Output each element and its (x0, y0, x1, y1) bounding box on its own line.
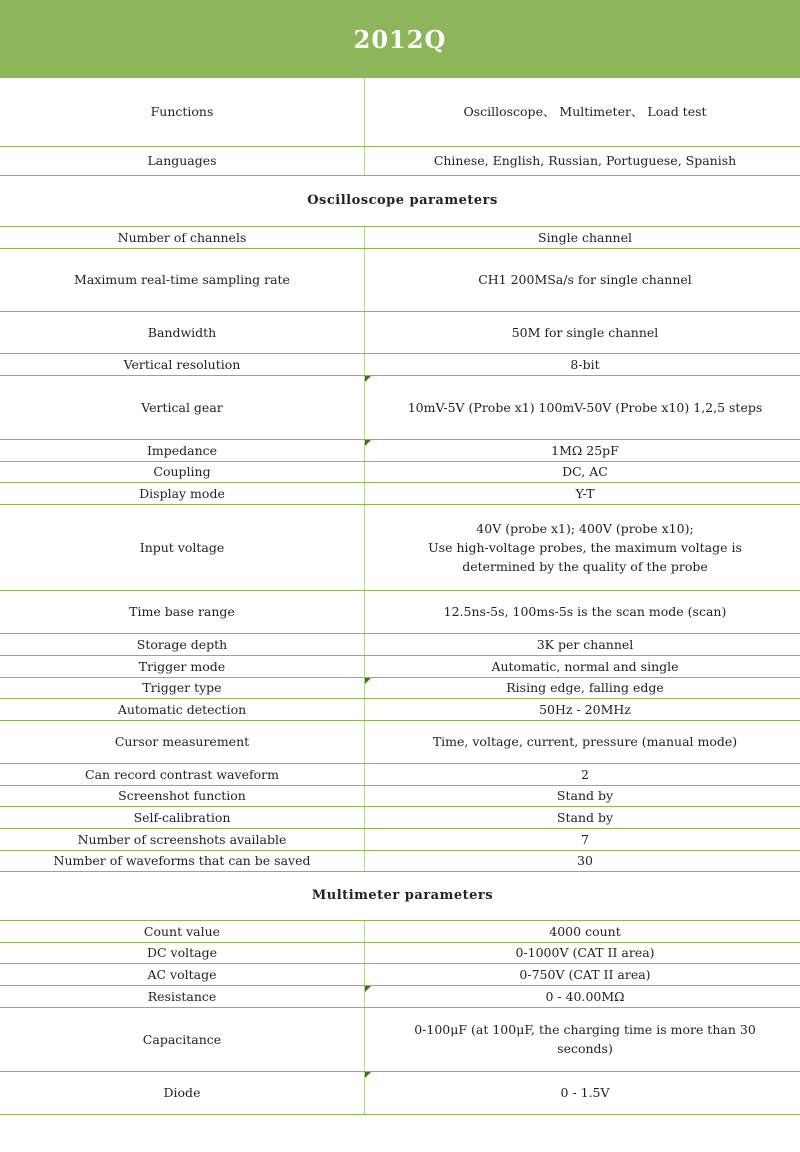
table-row (0, 1071, 800, 1114)
row-label: Vertical resolution (0, 353, 365, 375)
table-row (0, 1007, 800, 1071)
section-title: Oscilloscope parameters (0, 175, 800, 226)
row-label: Capacitance (0, 1007, 365, 1071)
table-row (0, 311, 800, 353)
row-label: Maximum real-time sampling rate (0, 248, 365, 311)
row-label: Functions (0, 78, 365, 146)
table-row (0, 655, 800, 677)
row-value: 50Hz - 20MHz (365, 698, 800, 720)
row-value: Rising edge, falling edge (365, 677, 800, 698)
row-value: 1MΩ 25pF (365, 439, 800, 461)
table-row (0, 353, 800, 375)
row-value: Automatic, normal and single (365, 655, 800, 677)
row-value: Stand by (365, 806, 800, 828)
table-row (0, 248, 800, 311)
row-label: Display mode (0, 482, 365, 504)
row-label: Number of waveforms that can be saved (0, 850, 365, 871)
row-value: 0 - 40.00MΩ (365, 985, 800, 1007)
spec-header (0, 0, 800, 78)
row-label: Number of screenshots available (0, 828, 365, 850)
row-value: 4000 count (365, 920, 800, 942)
table-row (0, 146, 800, 175)
table-row (0, 461, 800, 482)
row-value: Stand by (365, 785, 800, 806)
section-heading (0, 175, 800, 226)
table-row (0, 78, 800, 146)
table-row (0, 633, 800, 655)
value-line: 0-100μF (at 100μF, the charging time is more than 30 (414, 1022, 756, 1037)
row-label: Screenshot function (0, 785, 365, 806)
row-label: Self-calibration (0, 806, 365, 828)
row-label: Diode (0, 1071, 365, 1114)
table-row (0, 920, 800, 942)
table-row (0, 720, 800, 763)
row-label: Count value (0, 920, 365, 942)
table-row (0, 504, 800, 590)
row-value: Single channel (365, 226, 800, 248)
row-label: AC voltage (0, 963, 365, 985)
row-value: 0-750V (CAT II area) (365, 963, 800, 985)
row-value: 30 (365, 850, 800, 871)
row-label: Time base range (0, 590, 365, 633)
table-row (0, 590, 800, 633)
row-label: Can record contrast waveform (0, 763, 365, 785)
row-label: DC voltage (0, 942, 365, 963)
table-row (0, 850, 800, 871)
row-value: DC, AC (365, 461, 800, 482)
table-row (0, 828, 800, 850)
table-row (0, 482, 800, 504)
row-value: 3K per channel (365, 633, 800, 655)
row-label: Bandwidth (0, 311, 365, 353)
table-row (0, 763, 800, 785)
value-line: Use high-voltage probes, the maximum voltage is (428, 539, 742, 555)
section-title: Multimeter parameters (0, 871, 800, 920)
table-row (0, 806, 800, 828)
table-row (0, 785, 800, 806)
table-row (0, 226, 800, 248)
row-value: CH1 200MSa/s for single channel (365, 248, 800, 311)
row-label: Languages (0, 146, 365, 175)
row-value: 7 (365, 828, 800, 850)
row-label: Storage depth (0, 633, 365, 655)
row-value: Y-T (365, 482, 800, 504)
table-row (0, 375, 800, 439)
row-label: Automatic detection (0, 698, 365, 720)
row-label: Trigger type (0, 677, 365, 698)
table-row (0, 942, 800, 963)
row-value: Chinese, English, Russian, Portuguese, Spanish (365, 146, 800, 175)
table-row (0, 963, 800, 985)
row-label: Cursor measurement (0, 720, 365, 763)
row-value: Oscilloscope、 Multimeter、 Load test (365, 78, 800, 146)
row-label: Resistance (0, 985, 365, 1007)
row-label: Input voltage (0, 504, 365, 590)
row-value: 0 - 1.5V (365, 1071, 800, 1114)
row-value: 0-1000V (CAT II area) (365, 942, 800, 963)
value-line: determined by the quality of the probe (462, 558, 708, 574)
row-label: Vertical gear (0, 375, 365, 439)
spec-table (0, 78, 800, 1115)
row-value: 2 (365, 763, 800, 785)
row-label: Coupling (0, 461, 365, 482)
table-row (0, 677, 800, 698)
value-line: seconds) (557, 1041, 613, 1056)
table-row (0, 439, 800, 461)
row-value: 8-bit (365, 353, 800, 375)
table-row (0, 698, 800, 720)
row-label: Number of channels (0, 226, 365, 248)
table-row (0, 985, 800, 1007)
row-value: 10mV-5V (Probe x1) 100mV-50V (Probe x10) 1,2,5 steps (365, 375, 800, 439)
row-label: Trigger mode (0, 655, 365, 677)
row-value: 12.5ns-5s, 100ms-5s is the scan mode (scan) (365, 590, 800, 633)
row-value (365, 1007, 800, 1071)
page-title: 2012Q (353, 24, 447, 54)
row-value: Time, voltage, current, pressure (manual mode) (365, 720, 800, 763)
row-value: 50M for single channel (365, 311, 800, 353)
value-line: 40V (probe x1); 400V (probe x10); (476, 520, 694, 536)
row-value (365, 504, 800, 590)
row-label: Impedance (0, 439, 365, 461)
section-heading (0, 871, 800, 920)
